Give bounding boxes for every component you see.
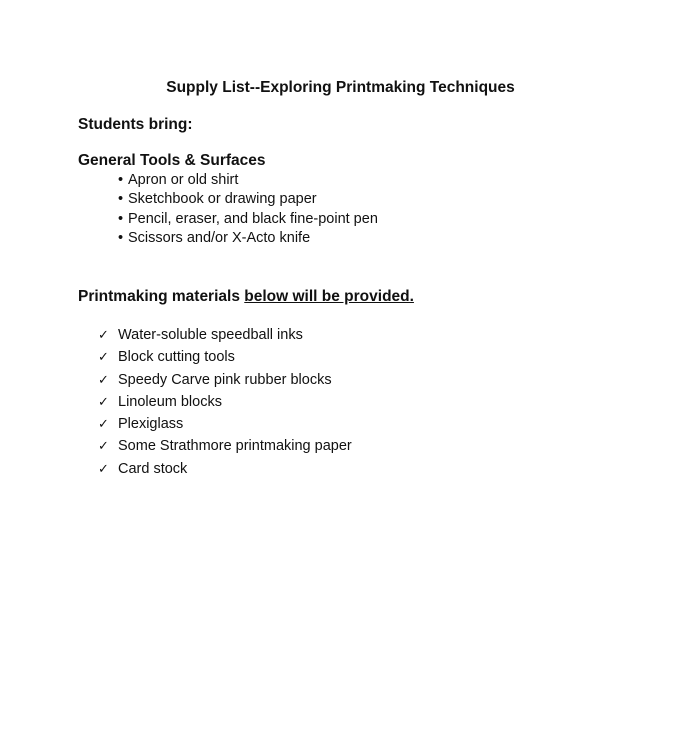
list-item bbox=[98, 458, 352, 480]
checkmark-icon: ✓ bbox=[98, 327, 109, 342]
provided-materials-list bbox=[98, 324, 352, 480]
list-item bbox=[98, 369, 352, 391]
checkmark-icon: ✓ bbox=[98, 393, 109, 409]
checkmark-icon: ✓ bbox=[98, 438, 109, 454]
students-bring-heading: Students bring: bbox=[78, 116, 193, 133]
general-tools-list bbox=[118, 171, 378, 248]
list-item-label: Sketchbook or drawing paper bbox=[128, 191, 317, 208]
materials-provided-heading bbox=[78, 288, 414, 306]
list-item-label: Plexiglass bbox=[118, 416, 184, 433]
list-item bbox=[98, 346, 352, 368]
checkmark-icon: ✓ bbox=[98, 460, 109, 476]
list-item-label: Apron or old shirt bbox=[128, 172, 239, 188]
list-item-label: Card stock bbox=[118, 460, 188, 477]
checkmark-icon: ✓ bbox=[98, 416, 109, 432]
bullet-icon: • bbox=[118, 191, 124, 208]
list-item-label: Some Strathmore printmaking paper bbox=[118, 438, 352, 455]
list-item bbox=[118, 229, 378, 248]
materials-heading-text: Printmaking materials bbox=[78, 288, 245, 305]
bullet-icon: • bbox=[118, 172, 124, 188]
list-item bbox=[118, 190, 378, 209]
list-item-label: Water-soluble speedball inks bbox=[118, 327, 303, 343]
list-item-label: Block cutting tools bbox=[118, 349, 235, 366]
list-item-label: Scissors and/or X-Acto knife bbox=[128, 229, 311, 246]
materials-heading-underlined: below will be provided. bbox=[244, 288, 414, 305]
list-item bbox=[98, 324, 352, 346]
list-item bbox=[118, 171, 378, 190]
list-item-label: Pencil, eraser, and black fine-point pen bbox=[128, 210, 378, 227]
list-item-label: Linoleum blocks bbox=[118, 393, 222, 410]
document-title: Supply List--Exploring Printmaking Techniques bbox=[166, 79, 515, 96]
checkmark-icon: ✓ bbox=[98, 349, 109, 365]
checkmark-icon: ✓ bbox=[98, 371, 109, 387]
list-item bbox=[98, 435, 352, 457]
list-item-label: Speedy Carve pink rubber blocks bbox=[118, 371, 332, 388]
general-tools-heading: General Tools & Surfaces bbox=[78, 152, 266, 169]
bullet-icon: • bbox=[118, 210, 124, 227]
bullet-icon: • bbox=[118, 229, 124, 246]
list-item bbox=[98, 413, 352, 435]
list-item bbox=[118, 210, 378, 229]
list-item bbox=[98, 391, 352, 413]
